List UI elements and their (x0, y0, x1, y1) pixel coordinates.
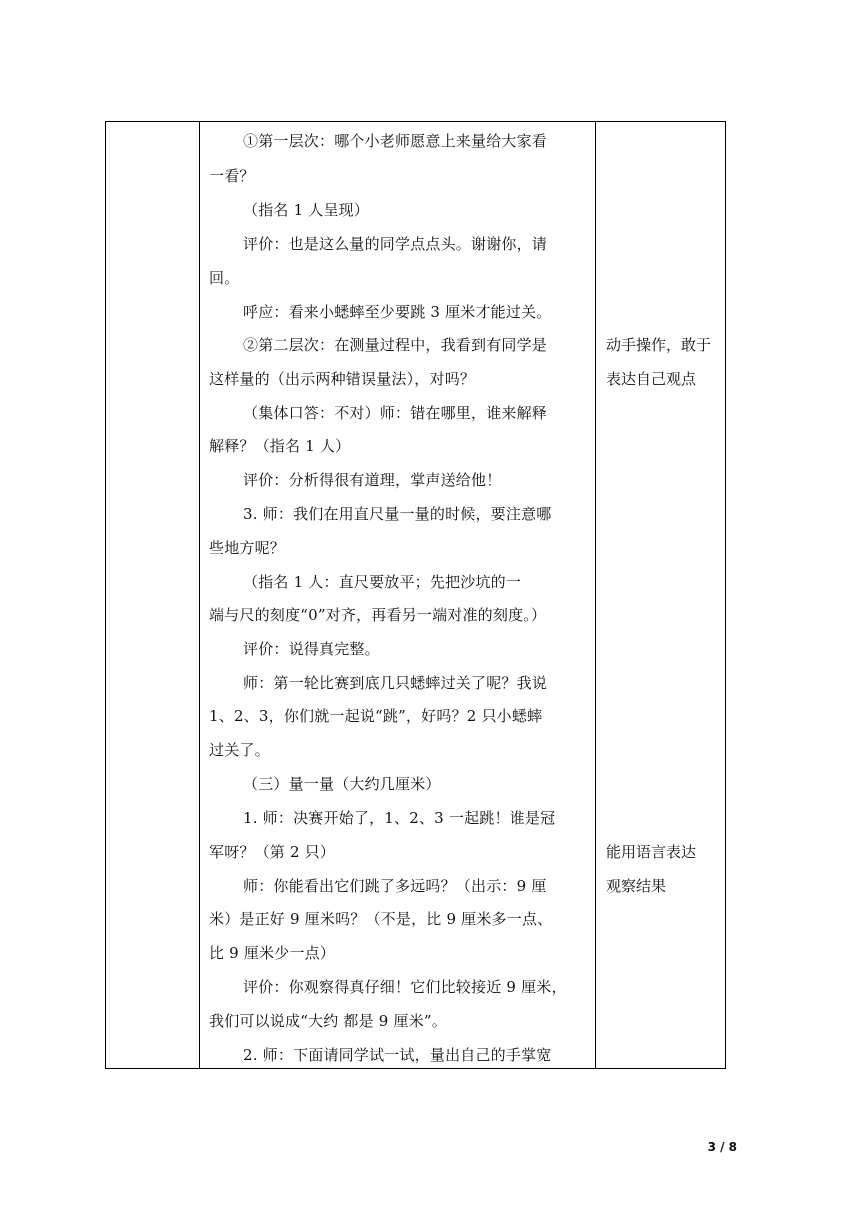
design-note: 动手操作，敢于 (606, 336, 712, 354)
column-divider-2 (595, 122, 596, 1068)
text-line: ①第一层次：哪个小老师愿意上来量给大家看 (243, 132, 548, 150)
column-divider-1 (199, 122, 200, 1068)
text-line: 1. 师：决赛开始了，1、2、3 一起跳！谁是冠 (243, 809, 556, 827)
page-number: 3 / 8 (707, 1140, 737, 1154)
text-line: 一看？ (209, 167, 255, 185)
text-line: 评价：你观察得真仔细！它们比较接近 9 厘米， (243, 978, 567, 996)
text-line: 我们可以说成“大约 都是 9 厘米”。 (209, 1012, 447, 1030)
text-line: 师：你能看出它们跳了多远吗？（出示：9 厘 (243, 877, 547, 895)
text-line: 解释？（指名 1 人） (209, 437, 351, 455)
text-line: 这样量的（出示两种错误量法），对吗？ (209, 370, 476, 388)
text-line: 些地方呢？ (209, 539, 286, 557)
text-line: （指名 1 人：直尺要放平；先把沙坑的一 (243, 573, 522, 591)
design-note: 表达自己观点 (606, 370, 697, 388)
text-line: 评价：说得真完整。 (243, 640, 380, 658)
text-line: 评价：分析得很有道理，掌声送给他！ (243, 471, 502, 489)
text-line: （指名 1 人呈现） (243, 201, 370, 219)
text-line: 军呀？（第 2 只） (209, 843, 336, 861)
text-line: 3. 师：我们在用直尺量一量的时候，要注意哪 (243, 505, 552, 523)
text-line: 呼应：看来小蟋蟀至少要跳 3 厘米才能过关。 (243, 303, 552, 321)
text-line: 回。 (209, 269, 240, 287)
text-line: 2. 师：下面请同学试一试，量出自己的手掌宽 (243, 1046, 552, 1064)
section-heading: （三）量一量（大约几厘米） (243, 775, 441, 793)
text-line: 米）是正好 9 厘米吗？（不是，比 9 厘米多一点、 (209, 910, 553, 928)
text-line: （集体口答：不对）师：错在哪里，谁来解释 (243, 404, 548, 422)
design-note: 观察结果 (606, 877, 667, 895)
text-line: 师：第一轮比赛到底几只蟋蟀过关了呢？我说 (243, 674, 548, 692)
text-line: ②第二层次：在测量过程中，我看到有同学是 (243, 336, 548, 354)
text-line: 比 9 厘米少一点） (209, 944, 336, 962)
text-line: 1、2、3，你们就一起说“跳”，好吗？2 只小蟋蟀 (209, 707, 543, 725)
design-note: 能用语言表达 (606, 843, 697, 861)
text-line: 评价：也是这么量的同学点点头。谢谢你，请 (243, 235, 548, 253)
text-line: 过关了。 (209, 741, 270, 759)
text-line: 端与尺的刻度“0”对齐，再看另一端对准的刻度。） (209, 606, 547, 624)
